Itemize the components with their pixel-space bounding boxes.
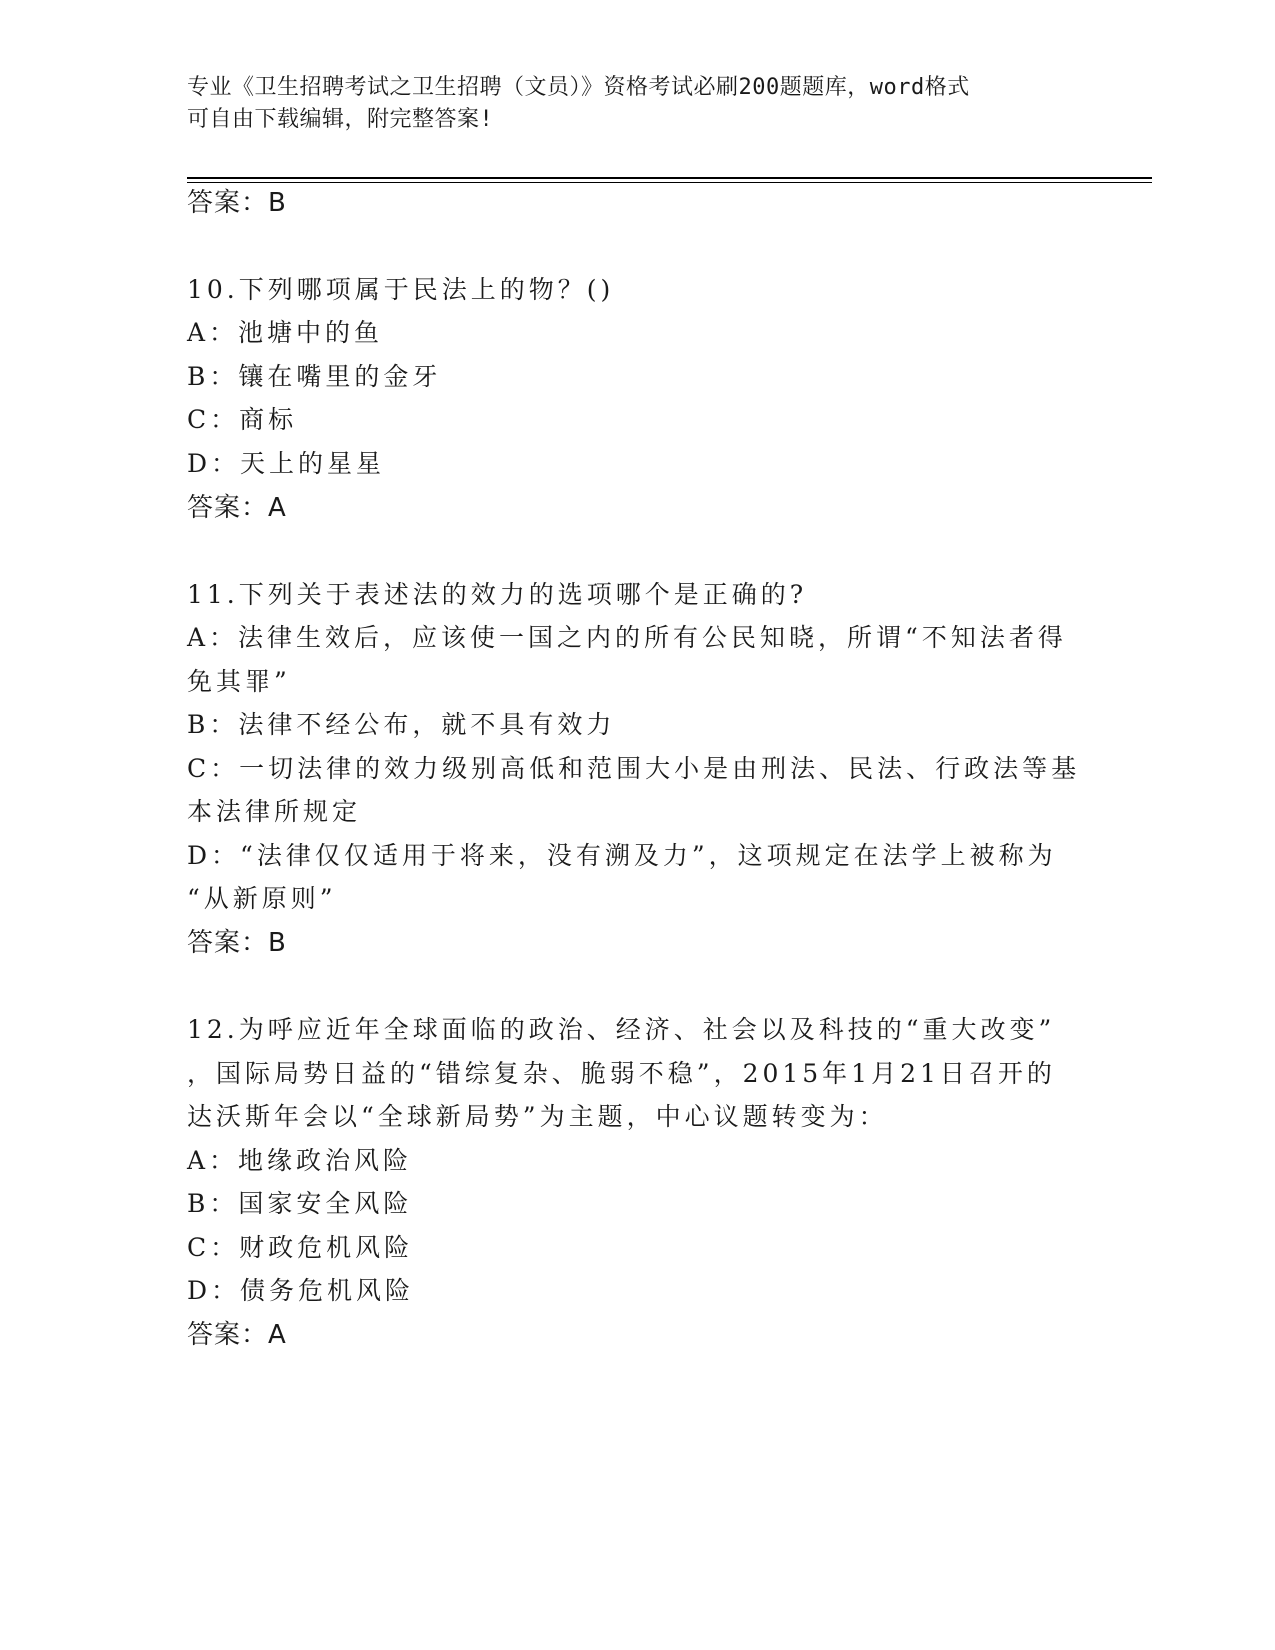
question-12-stem-3: 达沃斯年会以“全球新局势”为主题，中心议题转变为： [187, 1102, 888, 1131]
question-12-stem-1: 12.为呼应近年全球面临的政治、经济、社会以及科技的“重大改变” [187, 1015, 1056, 1044]
question-11-option-b: B：法律不经公布，就不具有效力 [187, 710, 616, 739]
question-10-option-b: B：镶在嘴里的金牙 [187, 362, 442, 391]
question-12-stem-2: ，国际局势日益的“错综复杂、脆弱不稳”，2015年1月21日召开的 [187, 1059, 1056, 1088]
question-11-option-d-cont: “从新原则” [187, 884, 337, 913]
question-11-stem: 11.下列关于表述法的效力的选项哪个是正确的? [187, 580, 808, 609]
header-divider-thin [187, 182, 1152, 183]
question-10-option-c: C：商标 [187, 405, 298, 434]
question-12-option-d: D：债务危机风险 [187, 1276, 415, 1305]
question-11-option-a-cont: 免其罪” [187, 667, 291, 696]
question-10-stem: 10.下列哪项属于民法上的物？() [187, 275, 615, 304]
question-11-option-c-cont: 本法律所规定 [187, 797, 362, 826]
question-10-answer: 答案：A [187, 493, 287, 523]
question-12-option-c: C：财政危机风险 [187, 1233, 414, 1262]
answer-line: 答案：B [187, 188, 287, 218]
question-12-option-b: B：国家安全风险 [187, 1189, 413, 1218]
header-line-1: 专业《卫生招聘考试之卫生招聘（文员）》资格考试必刷200题题库，word格式 [187, 75, 970, 100]
question-11-option-a: A：法律生效后，应该使一国之内的所有公民知晓，所谓“不知法者得 [187, 623, 1067, 652]
header-line-2: 可自由下载编辑，附完整答案! [187, 107, 494, 132]
question-11-option-c: C：一切法律的效力级别高低和范围大小是由刑法、民法、行政法等基 [187, 754, 1081, 783]
question-12-option-a: A：地缘政治风险 [187, 1146, 413, 1175]
question-11-answer: 答案：B [187, 928, 287, 958]
question-10-option-a: A：池塘中的鱼 [187, 318, 384, 347]
question-11-option-d: D：“法律仅仅适用于将来，没有溯及力”，这项规定在法学上被称为 [187, 841, 1057, 870]
document-header [187, 72, 1087, 136]
question-12-answer: 答案：A [187, 1320, 287, 1350]
question-10-option-d: D：天上的星星 [187, 449, 386, 478]
header-divider-thick [187, 177, 1152, 179]
